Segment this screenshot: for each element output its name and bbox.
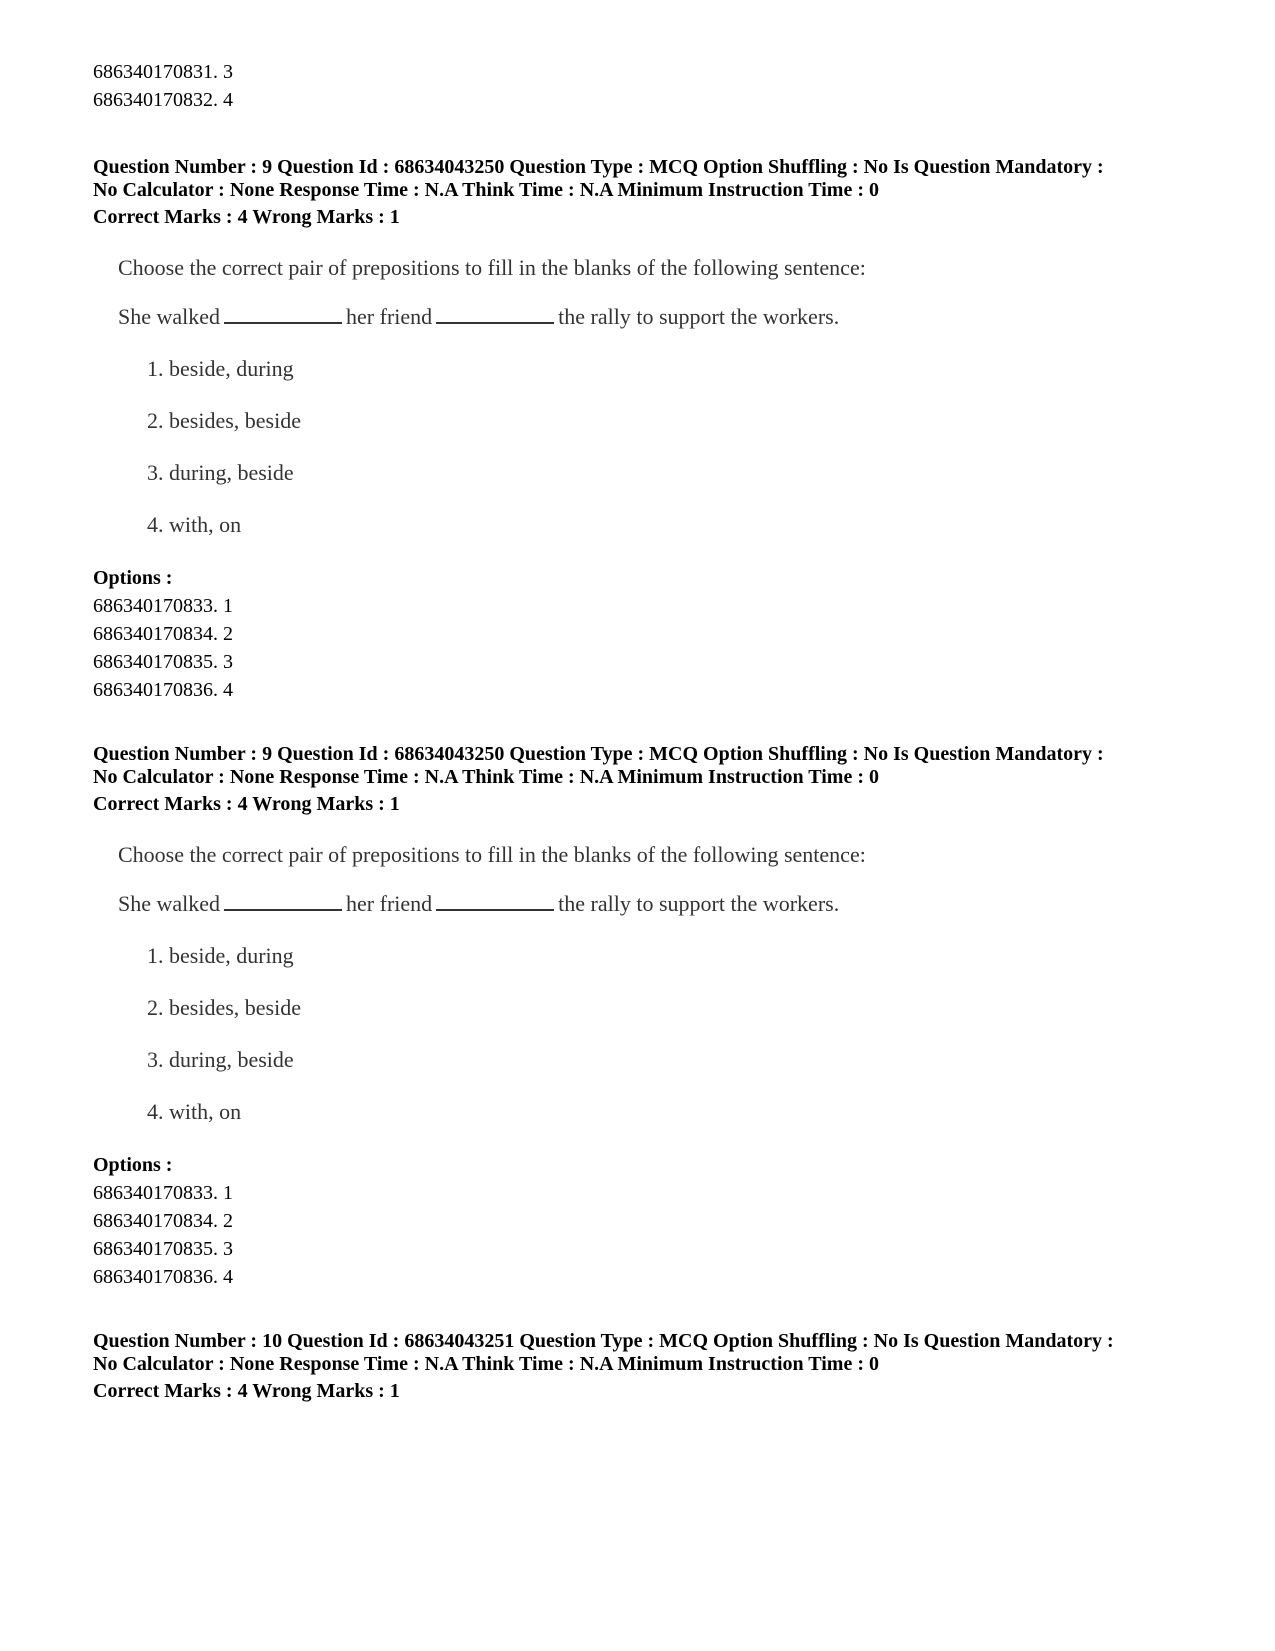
sentence-part: her friend <box>346 891 433 916</box>
answer-choice: 4. with, on <box>147 512 242 537</box>
answer-choice: 3. during, beside <box>147 460 294 485</box>
question-sentence <box>118 304 839 330</box>
option-line: 686340170835. 3 <box>93 1238 233 1260</box>
sentence-part: her friend <box>346 304 433 329</box>
option-line: 686340170834. 2 <box>93 1210 233 1232</box>
sentence-part: the rally to support the workers. <box>558 304 840 329</box>
option-line: 686340170833. 1 <box>93 1182 233 1204</box>
answer-choice: 3. during, beside <box>147 1047 294 1072</box>
options-label: Options : <box>93 1154 173 1176</box>
answer-choice: 1. beside, during <box>147 943 294 968</box>
question-marks: Correct Marks : 4 Wrong Marks : 1 <box>93 793 400 815</box>
question-header-line2: No Calculator : None Response Time : N.A Think Time : N.A Minimum Instruction Time : 0 <box>93 1353 879 1375</box>
blank-line <box>224 304 342 324</box>
question-marks: Correct Marks : 4 Wrong Marks : 1 <box>93 206 400 228</box>
option-line: 686340170836. 4 <box>93 1266 233 1288</box>
option-line: 686340170836. 4 <box>93 679 233 701</box>
answer-choice: 1. beside, during <box>147 356 294 381</box>
question-header-line2: No Calculator : None Response Time : N.A Think Time : N.A Minimum Instruction Time : 0 <box>93 766 879 788</box>
question-prompt: Choose the correct pair of prepositions to fill in the blanks of the following sentence: <box>118 255 866 280</box>
answer-choice: 4. with, on <box>147 1099 242 1124</box>
question-sentence <box>118 891 839 917</box>
blank-line <box>436 304 554 324</box>
question-header-line2: No Calculator : None Response Time : N.A Think Time : N.A Minimum Instruction Time : 0 <box>93 179 879 201</box>
option-line: 686340170834. 2 <box>93 623 233 645</box>
option-line: 686340170832. 4 <box>93 89 233 111</box>
blank-line <box>224 891 342 911</box>
question-header-line1: Question Number : 9 Question Id : 68634043250 Question Type : MCQ Option Shuffling : No Is Question Mandatory : <box>93 743 1104 765</box>
question-header-line1: Question Number : 9 Question Id : 68634043250 Question Type : MCQ Option Shuffling : No Is Question Mandatory : <box>93 156 1104 178</box>
sentence-part: She walked <box>118 304 221 329</box>
option-line: 686340170833. 1 <box>93 595 233 617</box>
blank-line <box>436 891 554 911</box>
option-line: 686340170831. 3 <box>93 61 233 83</box>
question-marks: Correct Marks : 4 Wrong Marks : 1 <box>93 1380 400 1402</box>
answer-choice: 2. besides, beside <box>147 408 301 433</box>
question-prompt: Choose the correct pair of prepositions to fill in the blanks of the following sentence: <box>118 842 866 867</box>
option-line: 686340170835. 3 <box>93 651 233 673</box>
sentence-part: She walked <box>118 891 221 916</box>
question-header-line1: Question Number : 10 Question Id : 68634043251 Question Type : MCQ Option Shuffling : No Is Question Mandatory : <box>93 1330 1114 1352</box>
options-label: Options : <box>93 567 173 589</box>
sentence-part: the rally to support the workers. <box>558 891 840 916</box>
answer-choice: 2. besides, beside <box>147 995 301 1020</box>
